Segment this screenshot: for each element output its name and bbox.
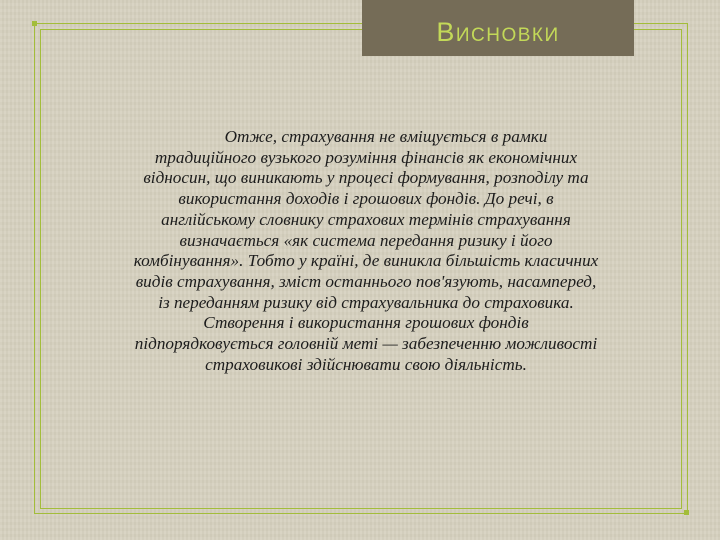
title-banner (362, 0, 634, 56)
slide-body-text (60, 127, 672, 375)
body-line: комбінування». Тобто у країні, де виникла більшість класичних (133, 251, 599, 271)
body-line: визначається «як система передання ризику і його (179, 230, 553, 250)
frame-corner-decoration (32, 21, 37, 26)
body-line: відносин, що виникають у процесі формування, розподілу та (143, 168, 589, 188)
body-line: використання доходів і грошових фондів. До речі, в (178, 189, 554, 209)
body-line: Отже, страхування не вміщується в рамки (224, 127, 548, 146)
body-line: англійському словнику страхових термінів страхування (161, 209, 571, 229)
body-line: підпорядковується головній меті — забезпеченню можливості (134, 334, 598, 354)
body-line: Створення і використання грошових фондів (203, 313, 529, 333)
slide-title: Висновки (436, 16, 560, 47)
body-line: видів страхування, зміст останнього пов'язують, насамперед, (135, 271, 597, 291)
body-line: страховикові здійснювати свою діяльність. (205, 354, 527, 374)
frame-corner-decoration (684, 510, 689, 515)
body-line: із переданням ризику від страхувальника до страховика. (158, 292, 574, 312)
body-line: традиційного вузького розуміння фінансів як економічних (154, 147, 578, 167)
